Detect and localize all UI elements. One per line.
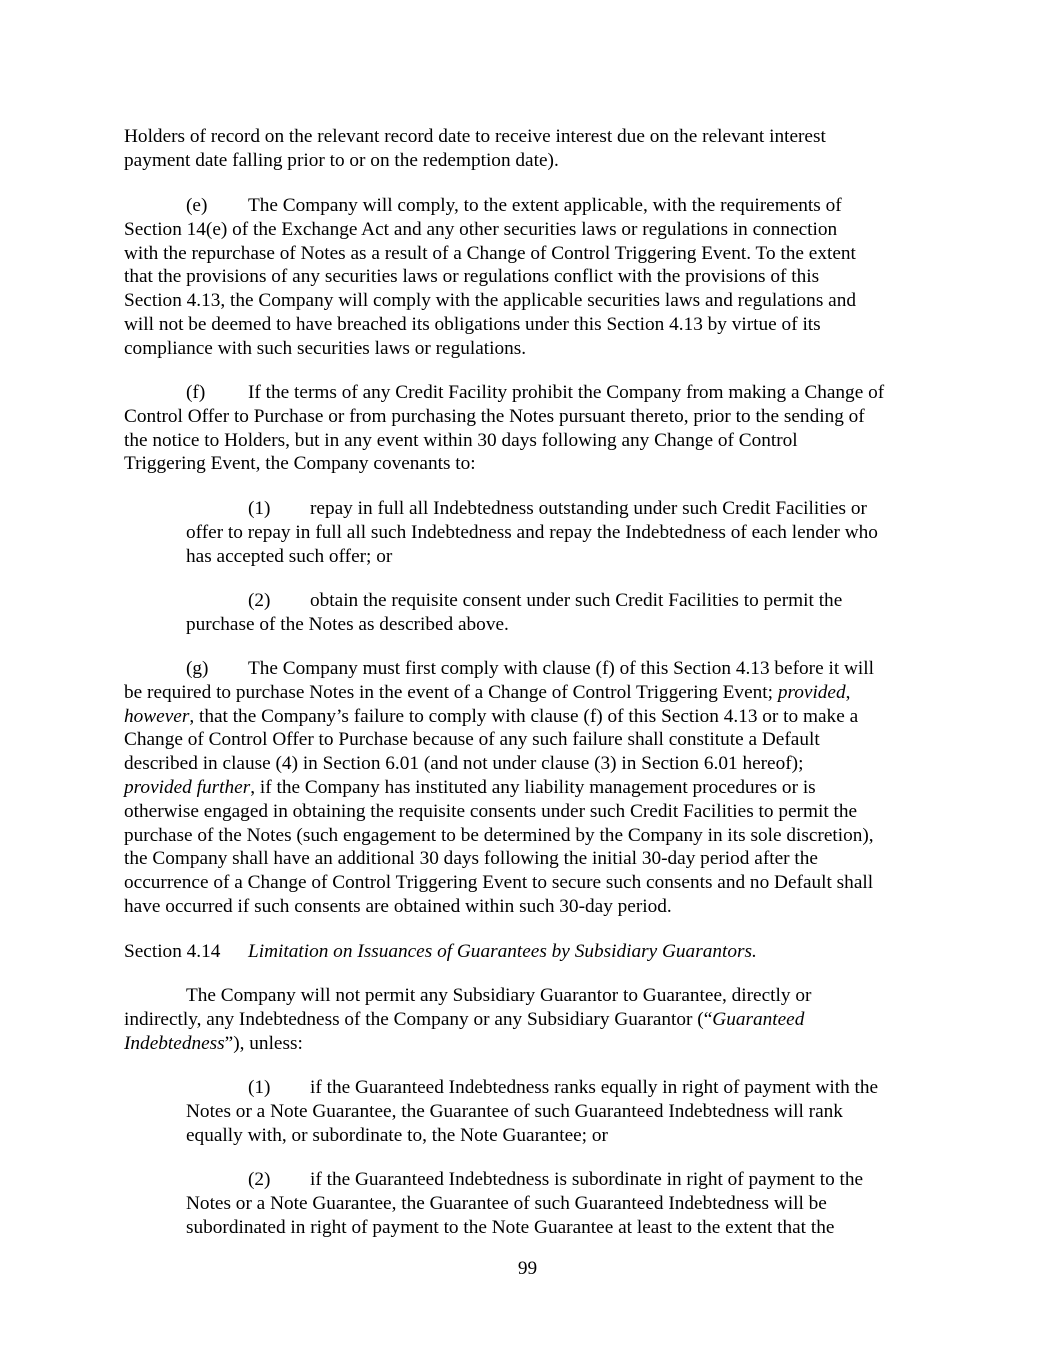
section-4-14-intro (124, 984, 944, 1055)
text-line (124, 681, 944, 705)
italic-term: Indebtedness (124, 1032, 225, 1054)
clause-label: (e) (186, 195, 208, 216)
clause-label: (f) (186, 382, 206, 403)
text-line (124, 940, 944, 964)
clause-f (124, 381, 944, 476)
text-line: Triggering Event, the Company covenants to: (124, 453, 476, 475)
section-number: Section 4.14 (124, 941, 221, 962)
text-line (124, 194, 944, 218)
text-line: subordinated in right of payment to the Note Guarantee at least to the extent that the (186, 1216, 835, 1238)
text-line (124, 381, 944, 405)
text-run: , if the Company has instituted any liability management procedures or is (250, 776, 816, 798)
text-line: Section 4.13, the Company will comply with the applicable securities laws and regulations and (124, 290, 856, 312)
subclause-4-14-2 (186, 1168, 946, 1239)
text-run: repay in full all Indebtedness outstanding under such Credit Facilities or (310, 498, 867, 519)
text-line (124, 705, 944, 729)
clause-label: (2) (248, 1169, 271, 1190)
italic-term: however (124, 705, 190, 727)
text-line: will not be deemed to have breached its obligations under this Section 4.13 by virtue of its (124, 313, 821, 335)
clause-g (124, 657, 944, 919)
text-line: Change of Control Offer to Purchase because of any such failure shall constitute a Default (124, 729, 820, 751)
subclause-4-14-1 (186, 1076, 946, 1147)
subclause-f-1 (186, 497, 946, 568)
text-line: Control Offer to Purchase or from purchasing the Notes pursuant thereto, prior to the sending of (124, 405, 865, 427)
text-line: the notice to Holders, but in any event within 30 days following any Change of Control (124, 429, 798, 451)
text-line: Notes or a Note Guarantee, the Guarantee of such Guaranteed Indebtedness will be (186, 1192, 827, 1214)
clause-label: (1) (248, 498, 271, 519)
text-line (124, 1032, 944, 1056)
text-line: with the repurchase of Notes as a result of a Change of Control Triggering Event. To the extent (124, 242, 856, 264)
text-line (186, 1076, 946, 1100)
clause-e (124, 194, 944, 361)
text-run: obtain the requisite consent under such Credit Facilities to permit the (310, 590, 843, 611)
text-run: be required to purchase Notes in the event of a Change of Control Triggering Event; (124, 681, 778, 703)
text-line: equally with, or subordinate to, the Note Guarantee; or (186, 1124, 608, 1146)
italic-term: provided (777, 681, 846, 703)
text-line: have occurred if such consents are obtained within such 30-day period. (124, 895, 672, 917)
text-line (124, 776, 944, 800)
text-line (124, 1008, 944, 1032)
text-line: Notes or a Note Guarantee, the Guarantee of such Guaranteed Indebtedness will rank (186, 1100, 843, 1122)
text-line: described in clause (4) in Section 6.01 (and not under clause (3) in Section 6.01 hereof); (124, 753, 804, 775)
section-title: Limitation on Issuances of Guarantees by Subsidiary Guarantors. (248, 941, 757, 962)
text-line (124, 657, 944, 681)
page-number: 99 (517, 1258, 538, 1279)
text-line: that the provisions of any securities laws or regulations conflict with the provisions of this (124, 266, 820, 288)
clause-label: (g) (186, 658, 209, 679)
text-line: purchase of the Notes as described above. (186, 613, 509, 635)
text-line: Section 14(e) of the Exchange Act and any other securities laws or regulations in connection (124, 218, 838, 240)
text-line: has accepted such offer; or (186, 545, 393, 567)
text-line (186, 589, 946, 613)
text-run: if the Guaranteed Indebtedness ranks equally in right of payment with the (310, 1077, 879, 1098)
text-run: ”), unless: (224, 1032, 303, 1054)
text-line: otherwise engaged in obtaining the requisite consents under such Credit Facilities to permit the (124, 800, 858, 822)
text-line: Holders of record on the relevant record date to receive interest due on the relevant interest (124, 126, 826, 147)
text-run: , that the Company’s failure to comply with clause (f) of this Section 4.13 or to make a (189, 705, 859, 727)
paragraph-continuation (124, 125, 944, 173)
text-line: The Company will not permit any Subsidiary Guarantor to Guarantee, directly or (186, 985, 812, 1006)
text-line: compliance with such securities laws or regulations. (124, 337, 527, 359)
text-run: The Company will comply, to the extent applicable, with the requirements of (248, 195, 842, 216)
text-line: occurrence of a Change of Control Triggering Event to secure such consents and no Default shall (124, 872, 874, 894)
italic-term: Guaranteed (712, 1008, 805, 1030)
text-run: if the Guaranteed Indebtedness is subordinate in right of payment to the (310, 1169, 864, 1190)
text-run: If the terms of any Credit Facility prohibit the Company from making a Change of (248, 382, 885, 403)
text-line: purchase of the Notes (such engagement to be determined by the Company in its sole discretion), (124, 824, 874, 846)
text-run: The Company must first comply with clause (f) of this Section 4.13 before it will (248, 658, 874, 679)
text-run: indirectly, any Indebtedness of the Company or any Subsidiary Guarantor (“ (124, 1008, 713, 1030)
clause-label: (1) (248, 1077, 271, 1098)
text-line (186, 497, 946, 521)
text-line (186, 1168, 946, 1192)
italic-term: provided further (124, 776, 251, 798)
text-run: , (845, 681, 851, 703)
section-heading (124, 940, 944, 964)
text-line: offer to repay in full all such Indebtedness and repay the Indebtedness of each lender who (186, 521, 878, 543)
clause-label: (2) (248, 590, 271, 611)
subclause-f-2 (186, 589, 946, 637)
text-line: payment date falling prior to or on the redemption date). (124, 149, 559, 171)
text-line: the Company shall have an additional 30 days following the initial 30-day period after the (124, 848, 818, 870)
